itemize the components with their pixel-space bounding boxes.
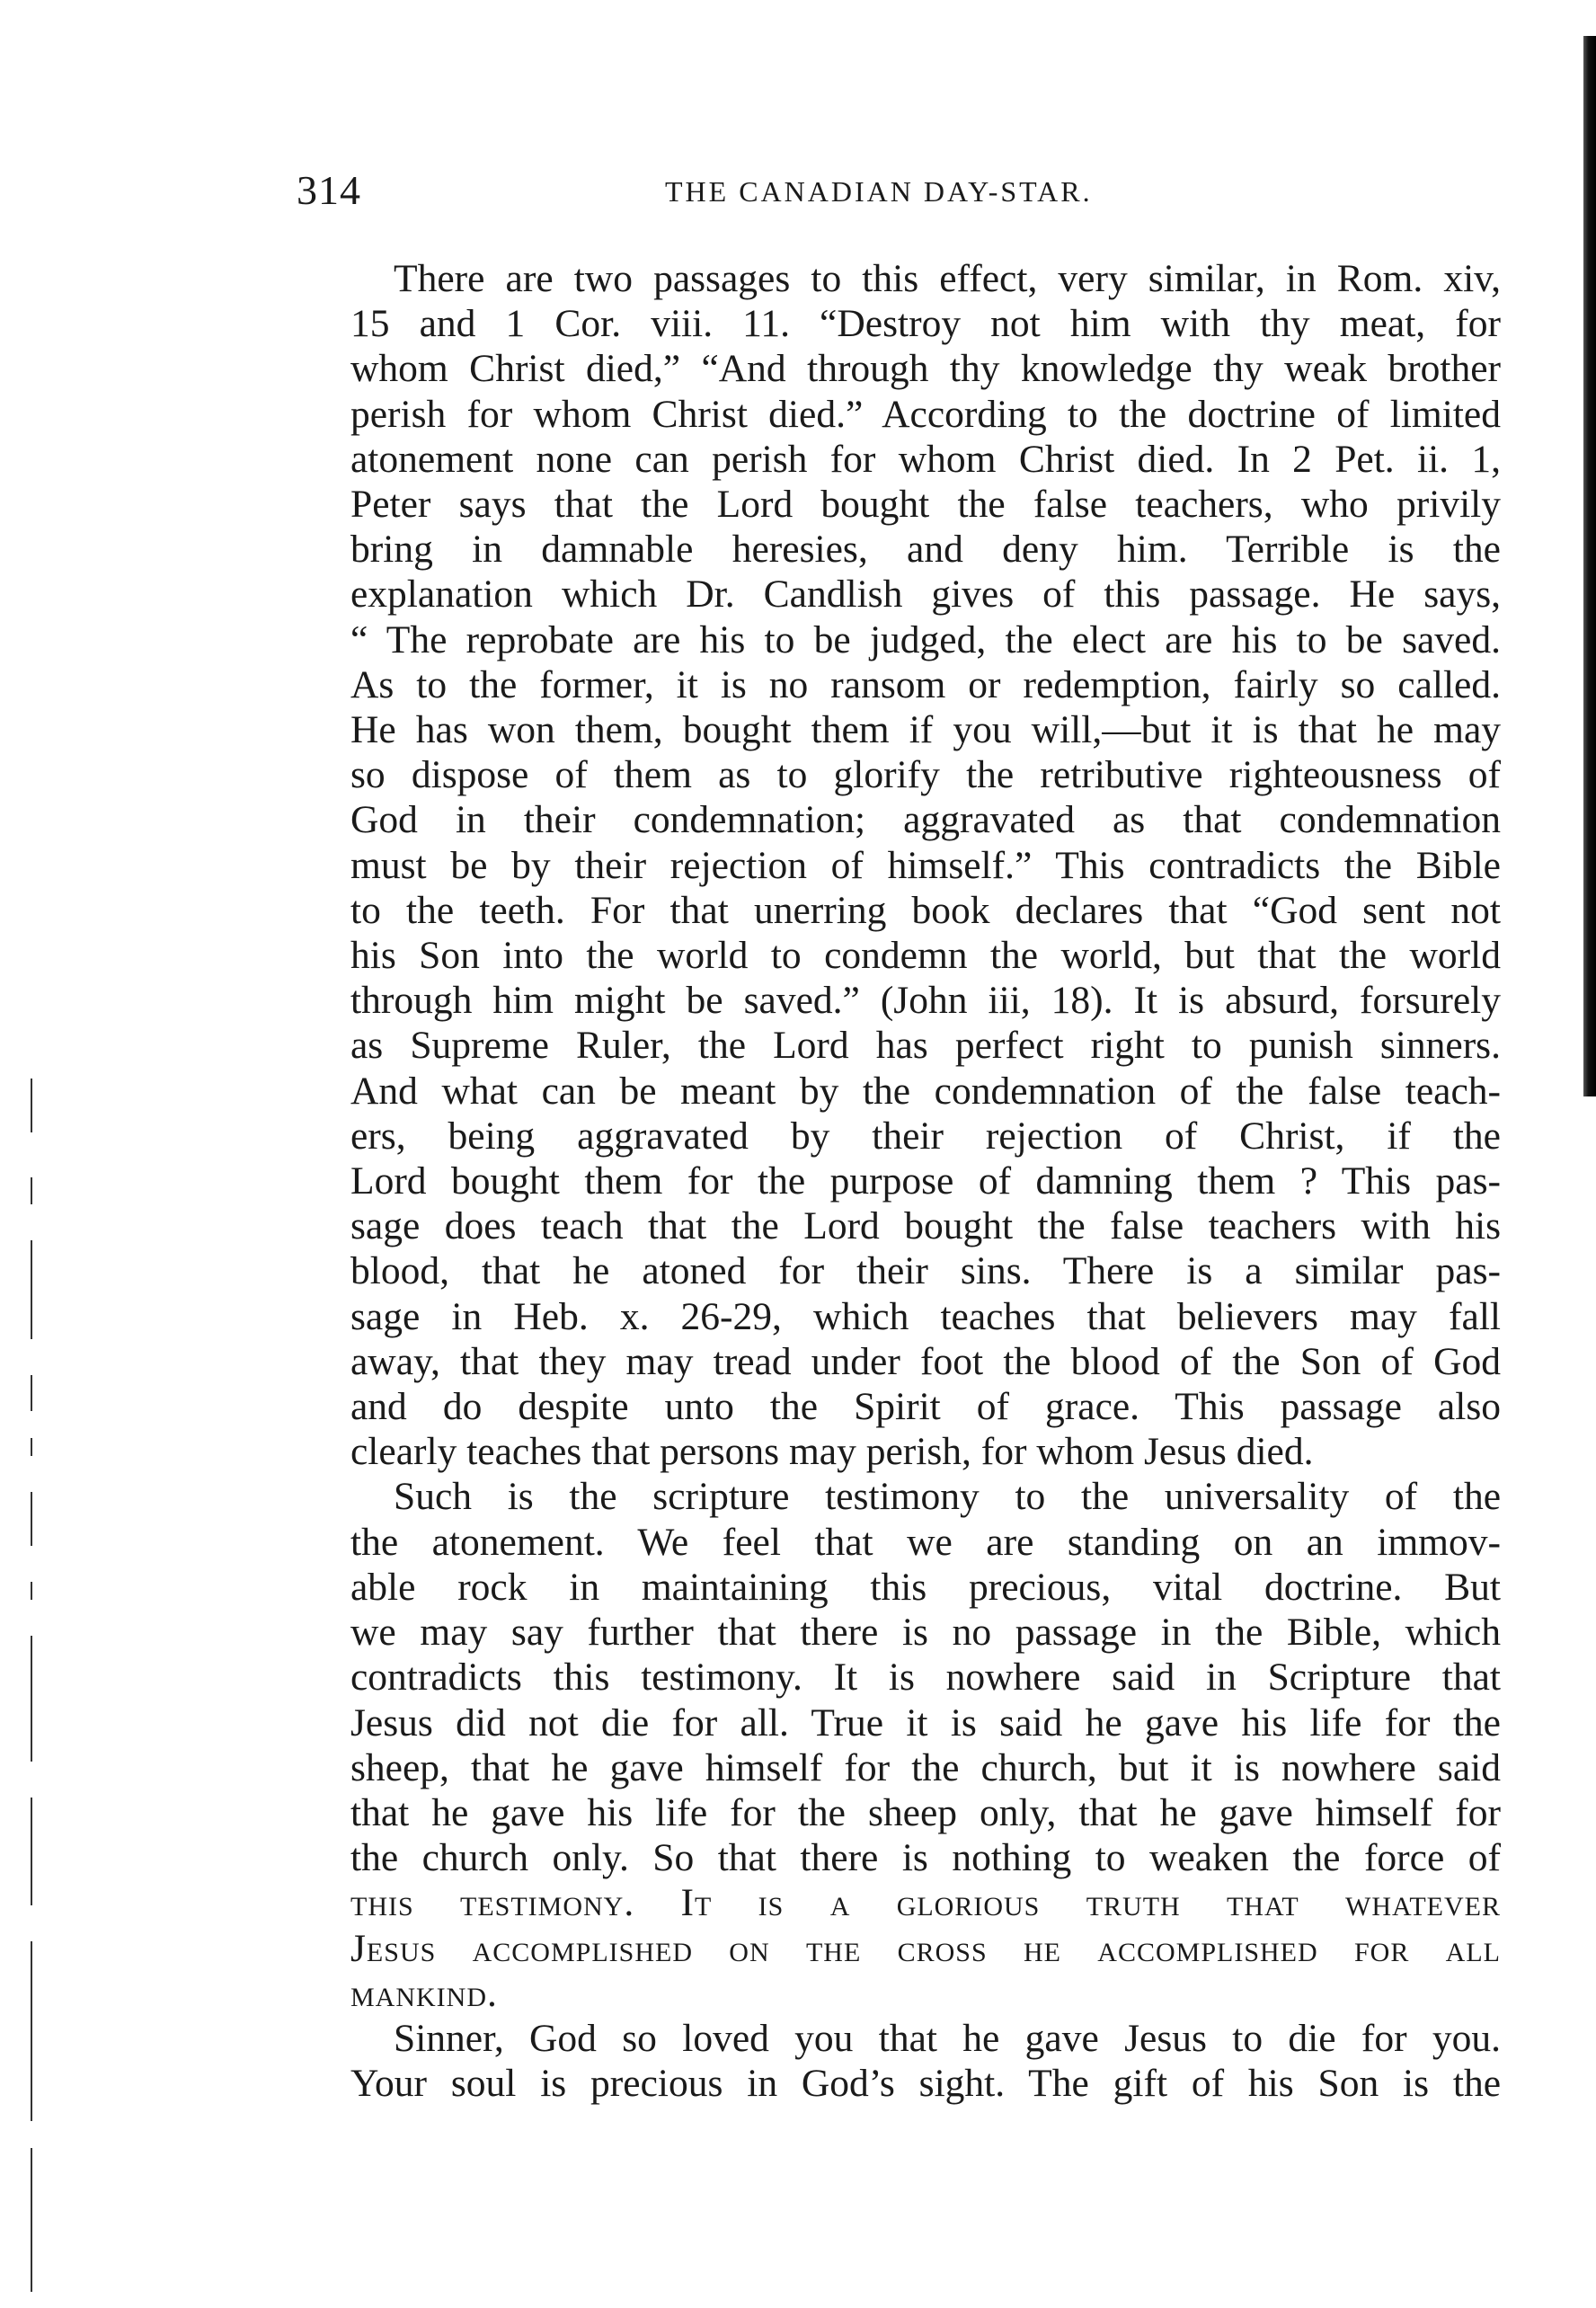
text-line: Lord bought them for the purpose of damning them ? This pas- — [350, 1159, 1501, 1203]
text-line: Jesus did not die for all. True it is said he gave his life for the — [350, 1700, 1501, 1744]
margin-marks — [25, 1079, 43, 2301]
paragraph-1 — [306, 256, 1501, 1474]
text-line: whom Christ died,” “And through thy knowledge thy weak brother — [350, 347, 1501, 391]
text-line: atonement none can perish for whom Christ died. In 2 Pet. ii. 1, — [350, 437, 1501, 481]
text-line: He has won them, bought them if you will,—but it is that he may — [350, 708, 1501, 752]
text-line: blood, that he atoned for their sins. There is a similar pas- — [350, 1249, 1501, 1293]
text-line: sage does teach that the Lord bought the false teachers with his — [350, 1204, 1501, 1248]
text-line: as Supreme Ruler, the Lord has perfect right to punish sinners. — [350, 1024, 1501, 1068]
text-line: able rock in maintaining this precious, vital doctrine. But — [350, 1565, 1501, 1609]
text-line: away, that they may tread under foot the blood of the Son of God — [350, 1339, 1501, 1383]
body-text — [306, 256, 1501, 2106]
text-line: “ The reprobate are his to be judged, the elect are his to be saved. — [350, 617, 1501, 661]
paragraph-2 — [306, 1474, 1501, 2015]
text-line: ers, being aggravated by their rejection of Christ, if the — [350, 1114, 1501, 1158]
text-line: this testimony. It is a glorious truth that whatever — [350, 1881, 1501, 1925]
running-title: THE CANADIAN DAY-STAR. — [665, 175, 1093, 208]
text-line: As to the former, it is no ransom or redemption, fairly so called. — [350, 662, 1501, 706]
text-line: the church only. So that there is nothing to weaken the force of — [350, 1836, 1501, 1880]
text-line: contradicts this testimony. It is nowhere said in Scripture that — [350, 1656, 1501, 1700]
text-line: Jesus accomplished on the cross he accomplished for all — [350, 1926, 1501, 1970]
page-header — [297, 166, 1501, 220]
text-line: There are two passages to this effect, very similar, in Rom. xiv, — [394, 257, 1501, 300]
text-line: we may say further that there is no passage in the Bible, which — [350, 1611, 1501, 1655]
text-line: the atonement. We feel that we are standing on an immov- — [350, 1520, 1501, 1564]
text-line: Peter says that the Lord bought the false teachers, who privily — [350, 483, 1501, 527]
text-line: clearly teaches that persons may perish, for whom Jesus died. — [350, 1430, 1314, 1474]
text-line: his Son into the world to condemn the world, but that the world — [350, 934, 1501, 978]
text-line: sage in Heb. x. 26-29, which teaches that believers may fall — [350, 1294, 1501, 1338]
text-line: that he gave his life for the sheep only, that he gave himself for — [350, 1790, 1501, 1834]
text-line: Such is the scripture testimony to the universality of the — [394, 1475, 1501, 1519]
text-line: Your soul is precious in God’s sight. The gift of his Son is the — [350, 2062, 1501, 2106]
text-line: bring in damnable heresies, and deny him. Terrible is the — [350, 528, 1501, 572]
text-line: must be by their rejection of himself.” This contradicts the Bible — [350, 843, 1501, 887]
text-line: 15 and 1 Cor. viii. 11. “Destroy not him with thy meat, for — [350, 302, 1501, 346]
text-line: And what can be meant by the condemnation of the false teach- — [350, 1069, 1501, 1113]
text-line: God in their condemnation; aggravated as that condemnation — [350, 798, 1501, 842]
text-line: to the teeth. For that unerring book declares that “God sent not — [350, 888, 1501, 932]
binding-edge — [1583, 36, 1596, 1096]
text-line: and do despite unto the Spirit of grace. This passage also — [350, 1385, 1501, 1429]
text-line: sheep, that he gave himself for the church, but it is nowhere said — [350, 1745, 1501, 1789]
text-line: through him might be saved.” (John iii, 18). It is absurd, forsurely — [350, 979, 1501, 1023]
text-line: mankind. — [350, 1971, 498, 2015]
paragraph-3 — [306, 2016, 1501, 2106]
text-line: explanation which Dr. Candlish gives of this passage. He says, — [350, 573, 1501, 617]
text-line: perish for whom Christ died.” According to the doctrine of limited — [350, 392, 1501, 436]
text-line: so dispose of them as to glorify the retributive righteousness of — [350, 753, 1501, 797]
page-number: 314 — [297, 167, 361, 213]
text-line: Sinner, God so loved you that he gave Jesus to die for you. — [394, 2016, 1501, 2060]
